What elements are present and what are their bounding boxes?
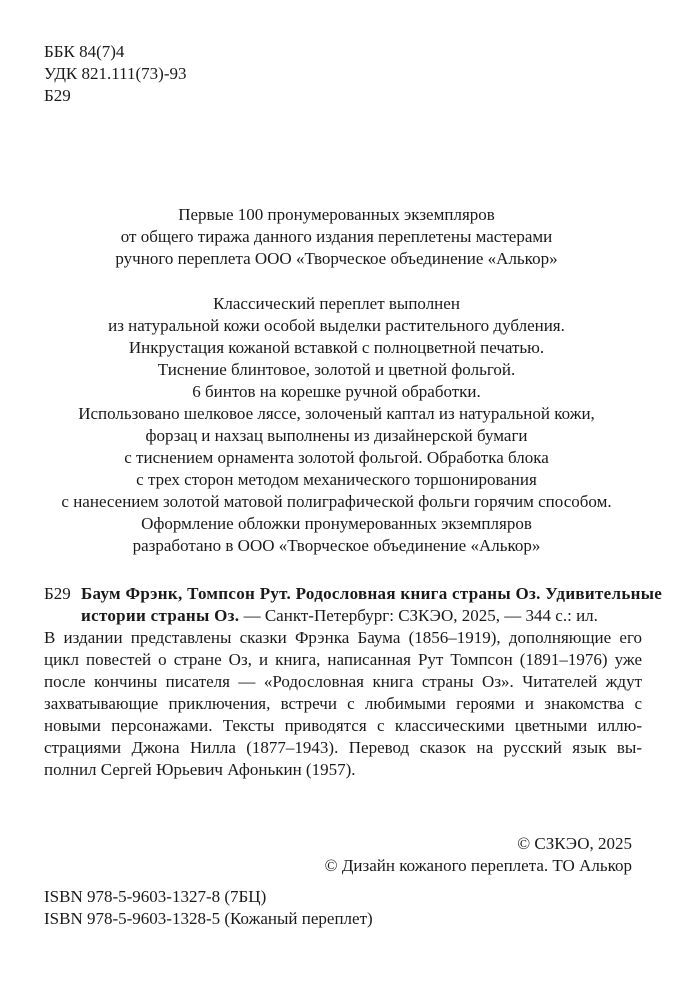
bib-imprint: — Санкт-Петербург: СЗКЭО, 2025, — 344 с.: ил.: [239, 606, 598, 625]
bib-heading-bold: истории страны Оз.: [81, 606, 240, 625]
text-line: Классический переплет выполнен: [213, 294, 460, 313]
bbk-code: ББК 84(7)4: [44, 42, 125, 61]
copyright-block: [325, 833, 632, 877]
author-mark: Б29: [44, 86, 71, 105]
text-line: разработано в ООО «Творческое объединение «Алькор»: [132, 536, 541, 555]
annotation-line: новыми персонажами. Тексты приводятся с классическими цветными иллю-: [44, 716, 642, 735]
text-line: Инкрустация кожаной вставкой с полноцветной печатью.: [128, 338, 545, 357]
classification-block: [44, 41, 186, 107]
text-line: Первые 100 пронумерованных экземпляров: [178, 205, 495, 224]
text-line: с тиснением орнамента золотой фольгой. Обработка блока: [124, 448, 549, 467]
bib-heading-line: [81, 605, 642, 627]
annotation-line: В издании представлены сказки Фрэнка Баума (1856–1919), дополняющие его: [44, 628, 642, 647]
udk-code: УДК 821.111(73)-93: [44, 64, 187, 83]
bib-heading-line: Баум Фрэнк, Томпсон Рут. Родословная книга страны Оз. Удивительные: [81, 584, 663, 603]
text-line: форзац и нахзац выполнены из дизайнерской бумаги: [145, 426, 528, 445]
text-line: Оформление обложки пронумерованных экземпляров: [141, 514, 532, 533]
bib-code: Б29: [44, 584, 71, 603]
text-line: из натуральной кожи особой выделки растительного дубления.: [108, 316, 565, 335]
annotation-line: полнил Сергей Юрьевич Афонькин (1957).: [44, 760, 356, 779]
annotation-line: страциями Джона Нилла (1877–1943). Перевод сказок на русский язык вы-: [44, 738, 642, 757]
isbn-leather: ISBN 978-5-9603-1328-5 (Кожаный переплет): [44, 909, 373, 928]
text-line: ручного переплета ООО «Творческое объединение «Алькор»: [115, 249, 558, 268]
text-line: с нанесением золотой матовой полиграфической фольги горячим способом.: [61, 492, 612, 511]
isbn-block: [44, 886, 373, 930]
text-line: Тиснение блинтовое, золотой и цветной фольгой.: [157, 360, 516, 379]
numbered-copies-note: [0, 204, 673, 270]
annotation-line: захватывающие приключения, встречи с любимыми героями и знакомства с: [44, 694, 642, 713]
text-line: с трех сторон методом механического торшонирования: [136, 470, 537, 489]
text-line: 6 бинтов на корешке ручной обработки.: [192, 382, 481, 401]
binding-description: [0, 293, 673, 557]
text-line: от общего тиража данного издания переплетены мастерами: [120, 227, 553, 246]
isbn-standard: ISBN 978-5-9603-1327-8 (7БЦ): [44, 887, 267, 906]
text-line: Использовано шелковое ляссе, золоченый каптал из натуральной кожи,: [78, 404, 595, 423]
annotation-line: цикл повестей о стране Оз, и книга, написанная Рут Томпсон (1891–1976) уже: [44, 650, 642, 669]
annotation-line: после кончины писателя — «Родословная книга страны Оз». Читателей ждут: [44, 672, 642, 691]
copyright-publisher: © СЗКЭО, 2025: [517, 834, 632, 853]
copyright-binding-design: © Дизайн кожаного переплета. ТО Алькор: [324, 856, 632, 875]
